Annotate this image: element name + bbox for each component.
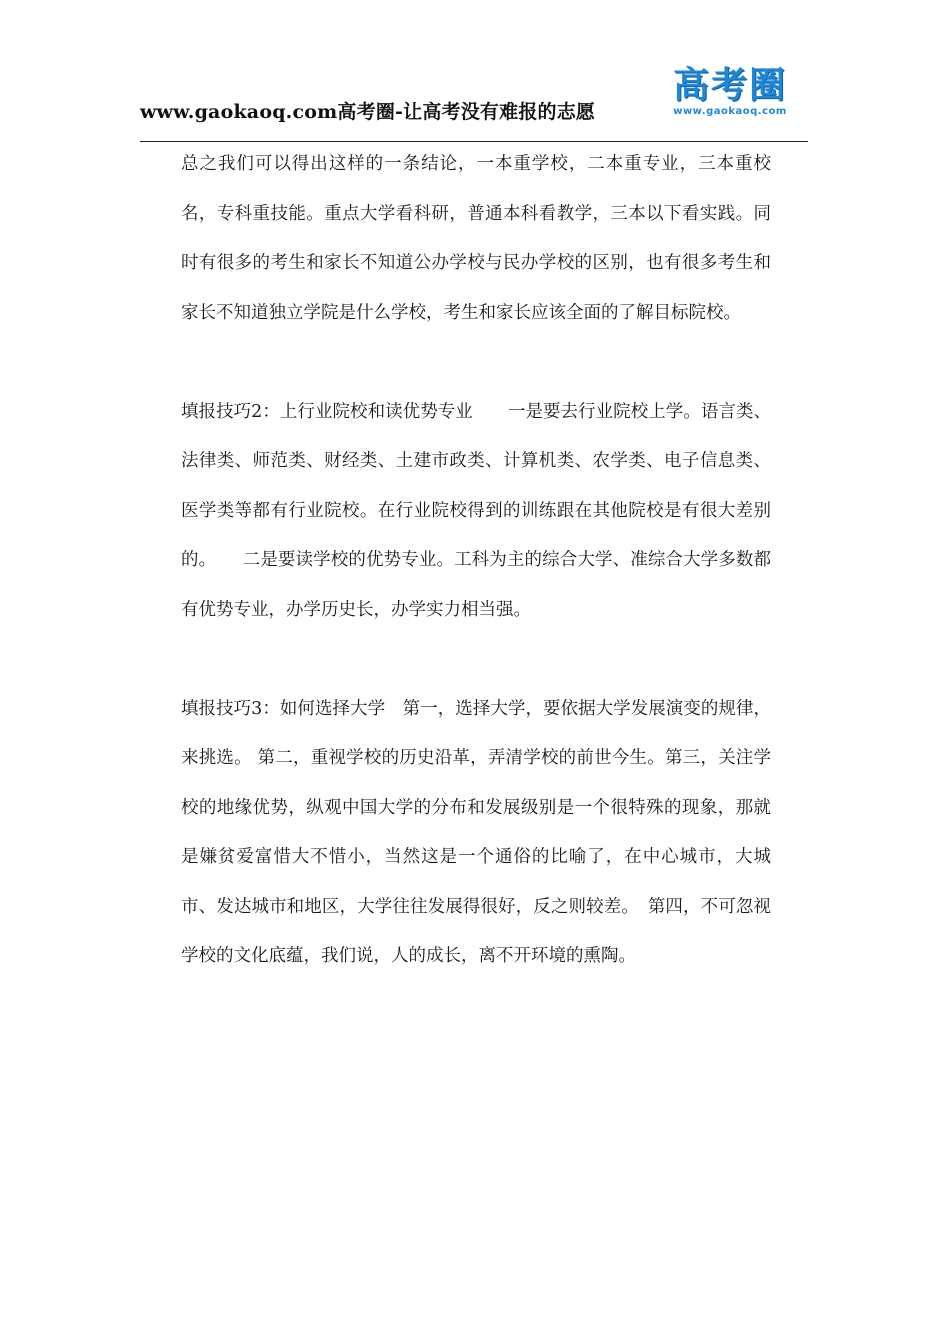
paragraph-tip-2: 填报技巧2：上行业院校和读优势专业 一是要去行业院校上学。语言类、法律类、师范类、财经类、土建市政类、计算机类、农学类、电子信息类、医学类等都有行业院校。在行业院校得到的训练跟在其他院校是有很大差别的。 二是要读学校的优势专业。工科为主的综合大学、准综合大学多数都有优势专业，办学历史长，办学实力相当强。 — [181, 401, 771, 620]
paragraph-spacer — [181, 635, 771, 685]
gaokaoq-logo[interactable] — [655, 66, 805, 122]
logo-url: www.gaokaoq.com — [673, 106, 787, 117]
page-header — [140, 66, 808, 142]
paragraph-spacer — [181, 338, 771, 388]
paragraph-conclusion: 总之我们可以得出这样的一条结论，一本重学校，二本重专业，三本重校名，专科重技能。重点大学看科研，普通本科看教学，三本以下看实践。同时有很多的考生和家长不知道公办学校与民办学校的区别，也有很多考生和家长不知道独立学院是什么学校，考生和家长应该全面的了解目标院校。 — [181, 154, 771, 323]
paragraph-tip-3: 填报技巧3：如何选择大学 第一，选择大学，要依据大学发展演变的规律，来挑选。 第二，重视学校的历史沿革，弄清学校的前世今生。第三，关注学校的地缘优势，纵观中国大学的分布和发展级别是一个很特殊的现象，那就是嫌贫爱富惜大不惜小，当然这是一个通俗的比喻了，在中心城市，大城市、发达城市和地区，大学往往发展得很好，反之则较差。 第四，不可忽视学校的文化底蕴，我们说，人的成长，离不开环境的熏陶。 — [181, 698, 771, 966]
document-body — [181, 140, 771, 982]
site-title[interactable]: www.gaokaoq.com高考圈-让高考没有难报的志愿 — [140, 101, 596, 123]
logo-mark: 高考圈 — [672, 65, 787, 106]
